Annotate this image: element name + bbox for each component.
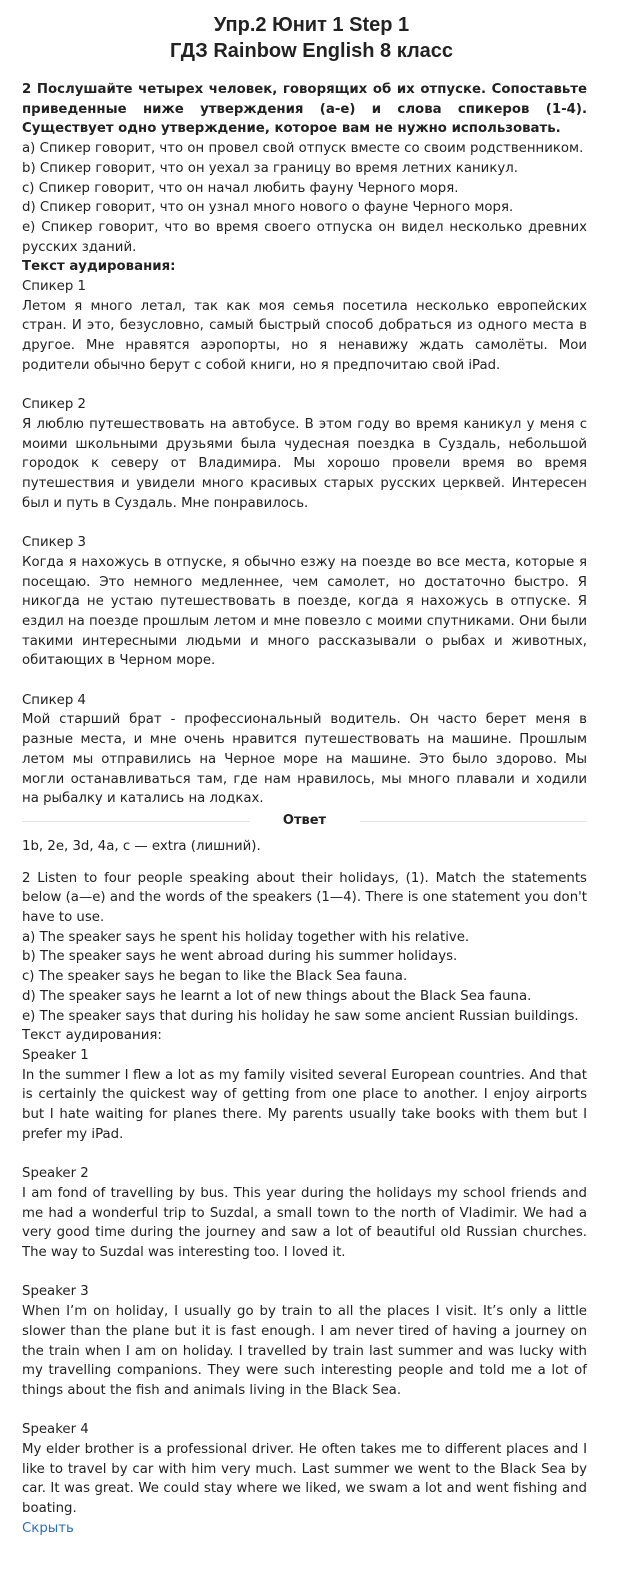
statement-c-ru: c) Спикер говорит, что он начал любить фауну Черного моря. bbox=[22, 180, 459, 196]
speaker-text-ru: Я люблю путешествовать на автобусе. В этом году во время каникул у меня с моими школьными друзьями была чудесная поездка в Суздаль, небольшой городок к северу от Владимира. Мы хорошо провели время во время путешествия и увидели много красивых старых русских церквей. Интересен был и путь в Суздаль. Мне понравилось. bbox=[22, 416, 587, 511]
speaker-text-en: When I’m on holiday, I usually go by train to all the places I visit. It’s only a little slower than the plane but it is fast enough. I am never tired of having a journey on the train when I am on holiday. I travelled by train last summer and was lucky with my travelling companions. They were such interesting people and told me a lot of things about the fish and animals living in the Black Sea. bbox=[22, 1304, 587, 1398]
answer-divider bbox=[22, 811, 587, 831]
task-intro-en: 2 Listen to four people speaking about their holidays, (1). Match the statements below (a—e) and the words of the speakers (1—4). There is one statement you don't have to use. bbox=[22, 870, 587, 926]
speaker-text-ru: Летом я много летал, так как моя семья посетила несколько европейских стран. И это, безусловно, самый быстрый способ добраться из одного места в другое. Мне нравятся аэропорты, но я ненавижу ждать самолёты. Мои родители обычно берут с собой книги, но я предпочитаю свой iPad. bbox=[22, 298, 587, 373]
answer-label: Ответ bbox=[282, 812, 327, 828]
answer-text: 1b, 2e, 3d, 4a, c — extra (лишний). bbox=[22, 838, 261, 854]
speaker-name-en: Speaker 4 bbox=[22, 1422, 89, 1438]
page-subtitle: ГДЗ Rainbow English 8 класс bbox=[169, 40, 454, 62]
speaker-text-en: My elder brother is a professional driver. He often takes me to different places and I like to travel by car with him very much. Last summer we went to the Black Sea by car. It was great. We could stay where we liked, we swam a lot and went fishing and boating. bbox=[22, 1442, 587, 1517]
statement-a-en: a) The speaker says he spent his holiday together with his relative. bbox=[22, 929, 470, 945]
speaker-name-ru: Спикер 3 bbox=[22, 535, 86, 551]
task-intro-ru: 2 Послушайте четырех человек, говорящих об их отпуске. Сопоставьте приведенные ниже утверждения (а-е) и слова спикеров (1-4). Существует одно утверждение, которое вам не нужно использовать. bbox=[22, 82, 587, 137]
speaker-name-ru: Спикер 1 bbox=[22, 279, 86, 295]
statement-d-en: d) The speaker says he learnt a lot of new things about the Black Sea fauna. bbox=[22, 988, 532, 1004]
statement-b-ru: b) Спикер говорит, что он уехал за границу во время летних каникул. bbox=[22, 160, 518, 176]
task-en bbox=[22, 869, 587, 1539]
transcript-heading-en: Текст аудирования: bbox=[22, 1028, 162, 1044]
speaker-text-ru: Мой старший брат - профессиональный водитель. Он часто берет меня в разные места, и мне очень нравится путешествовать на машине. Прошлым летом мы отправились на Черное море на машине. Это было здорово. Мы могли останавливаться там, где нам нравилось, мы много плавали и ходили на рыбалку и катались на лодках. bbox=[22, 712, 587, 807]
statement-b-en: b) The speaker says he went abroad during his summer holidays. bbox=[22, 949, 458, 965]
speaker-name-en: Speaker 3 bbox=[22, 1284, 89, 1300]
divider-line-right bbox=[360, 821, 587, 822]
statement-e-ru: e) Спикер говорит, что во время своего отпуска он видел несколько древних русских зданий. bbox=[22, 219, 587, 255]
statement-c-en: c) The speaker says he began to like the Black Sea fauna. bbox=[22, 969, 408, 985]
statement-a-ru: а) Спикер говорит, что он провел свой отпуск вместе со своим родственником. bbox=[22, 141, 584, 157]
transcript-heading-ru: Текст аудирования: bbox=[22, 259, 176, 275]
statement-e-en: e) The speaker says that during his holiday he saw some ancient Russian buildings. bbox=[22, 1008, 579, 1024]
speaker-text-ru: Когда я нахожусь в отпуске, я обычно езжу на поезде во все места, которые я посещаю. Это немного медленнее, чем самолет, но достаточно быстро. Я никогда не устаю путешествовать в поезде, когда я нахожусь в отпуске. Я ездил на поезде прошлым летом и мне повезло с моими спутниками. Они были такими интересными людьми и много рассказывали о рыбах и животных, обитающих в Черном море. bbox=[22, 554, 587, 669]
page-title: Упр.2 Юнит 1 Step 1 bbox=[213, 14, 410, 36]
statement-d-ru: d) Спикер говорит, что он узнал много нового о фауне Черного моря. bbox=[22, 200, 514, 216]
speaker-text-en: In the summer I flew a lot as my family visited several European countries. And that is certainly the quickest way of getting from one place to another. I enjoy airports but I hate waiting for planes there. My parents usually take books with them but I prefer my iPad. bbox=[22, 1067, 587, 1142]
speaker-name-en: Speaker 2 bbox=[22, 1166, 89, 1182]
speaker-text-en: I am fond of travelling by bus. This year during the holidays my school friends and me had a wonderful trip to Suzdal, a small town to the north of Vladimir. We had a very good time during the journey and saw a lot of beautiful old Russian churches. The way to Suzdal was interesting too. I loved it. bbox=[22, 1185, 587, 1261]
speaker-name-ru: Спикер 4 bbox=[22, 692, 86, 708]
collapse-link[interactable]: Скрыть bbox=[22, 1520, 74, 1536]
speaker-name-en: Speaker 1 bbox=[22, 1048, 89, 1063]
content bbox=[22, 80, 587, 1539]
speaker-name-ru: Спикер 2 bbox=[22, 397, 86, 413]
